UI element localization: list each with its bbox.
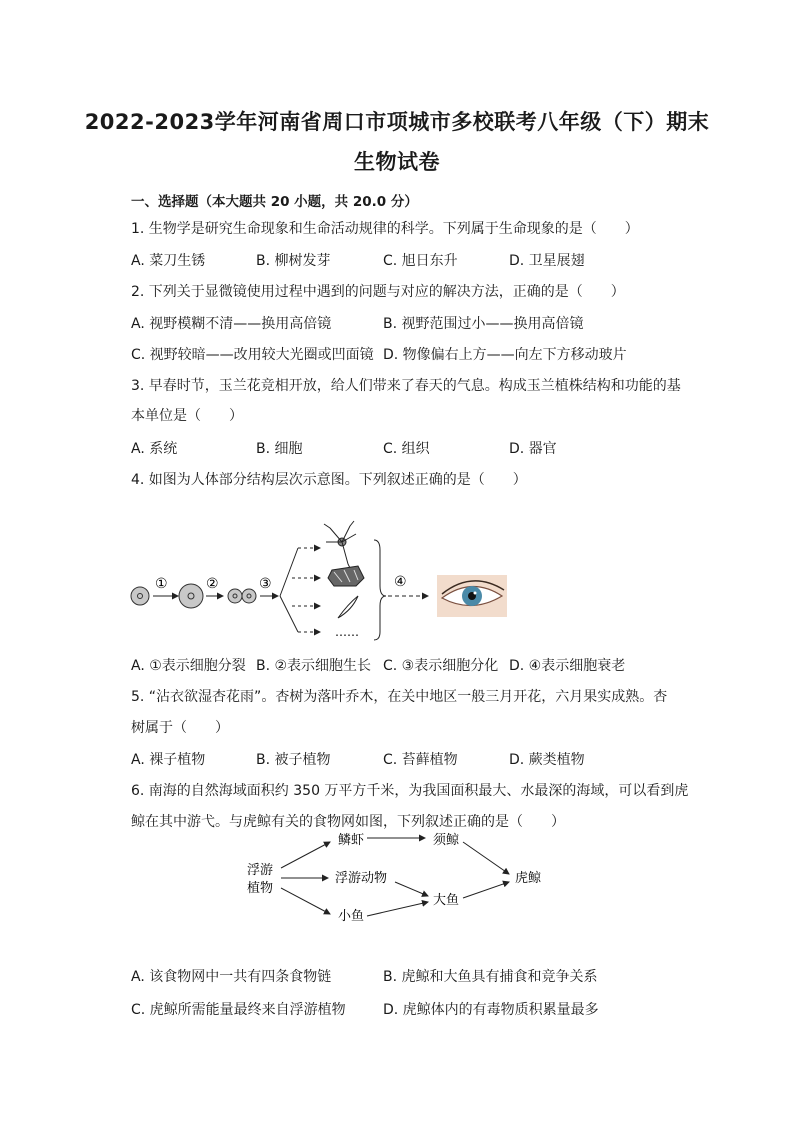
question-6-option-d: D. 虎鲸体内的有毒物质积累量最多 xyxy=(383,1002,599,1018)
food-web-diagram xyxy=(235,826,565,936)
question-4-option-d: D. ④表示细胞衰老 xyxy=(509,658,626,674)
question-4-option-b: B. ②表示细胞生长 xyxy=(256,658,372,674)
question-3-option-a: A. 系统 xyxy=(131,441,178,457)
label-3: ③ xyxy=(259,576,272,592)
label-1: ① xyxy=(155,576,168,592)
branch-bottom xyxy=(280,596,298,632)
question-3-stem-line2: 本单位是（ ） xyxy=(131,408,243,424)
question-6-option-a: A. 该食物网中一共有四条食物链 xyxy=(131,969,332,985)
question-4-stem: 4. 如图为人体部分结构层次示意图。下列叙述正确的是（ ） xyxy=(131,472,527,488)
question-5-stem-line1: 5. “沾衣欲湿杏花雨”。杏树为落叶乔木，在关中地区一般三月开花，六月果实成熟。杏 xyxy=(131,689,668,705)
question-1-option-d: D. 卫星展翅 xyxy=(509,253,585,269)
branch-top xyxy=(280,548,298,596)
label-4: ④ xyxy=(394,574,407,590)
question-3-option-b: B. 细胞 xyxy=(256,441,303,457)
question-2-option-c: C. 视野较暗——改用较大光圈或凹面镜 xyxy=(131,347,374,363)
question-5-option-a: A. 裸子植物 xyxy=(131,752,206,768)
question-2-stem: 2. 下列关于显微镜使用过程中遇到的问题与对应的解决方法，正确的是（ ） xyxy=(131,284,625,300)
question-6-option-c: C. 虎鲸所需能量最终来自浮游植物 xyxy=(131,1002,346,1018)
question-1-option-c: C. 旭日东升 xyxy=(383,253,458,269)
node-baleen-whale: 须鲸 xyxy=(433,833,460,848)
question-6-stem-line2: 鲸在其中游弋。与虎鲸有关的食物网如图，下列叙述正确的是（ ） xyxy=(131,814,565,830)
exam-title-line2: 生物试卷 xyxy=(354,150,440,174)
question-5-stem-line2: 树属于（ ） xyxy=(131,720,229,736)
question-6-stem-line1: 6. 南海的自然海域面积约 350 万平方千米，为我国面积最大、水最深的海域，可以看到虎 xyxy=(131,783,689,799)
question-4-option-c: C. ③表示细胞分化 xyxy=(383,658,499,674)
node-zooplankton: 浮游动物 xyxy=(335,871,388,886)
node-krill: 鳞虾 xyxy=(338,833,365,848)
question-3-option-d: D. 器官 xyxy=(509,441,557,457)
grown-cell-icon xyxy=(179,584,203,608)
section-heading: 一、选择题（本大题共 20 小题，共 20.0 分） xyxy=(131,194,418,210)
question-5-option-c: C. 苔藓植物 xyxy=(383,752,458,768)
muscle-cell-icon xyxy=(338,596,358,618)
tissue-icon xyxy=(328,566,364,586)
more-cells-ellipsis: …… xyxy=(335,625,359,639)
question-1-stem: 1. 生物学是研究生命现象和生命活动规律的科学。下列属于生命现象的是（ ） xyxy=(131,221,639,237)
question-2-option-d: D. 物像偏右上方——向左下方移动玻片 xyxy=(383,347,627,363)
question-2-option-b: B. 视野范围过小——换用高倍镜 xyxy=(383,316,584,332)
label-2: ② xyxy=(206,576,219,592)
question-1-option-a: A. 菜刀生锈 xyxy=(131,253,206,269)
question-3-option-c: C. 组织 xyxy=(383,441,430,457)
node-producer-line2: 植物 xyxy=(247,881,274,896)
divided-cells-icon xyxy=(228,589,256,603)
exam-title-line1: 2022-2023学年河南省周口市项城市多校联考八年级（下）期末 xyxy=(84,110,710,134)
question-5-option-b: B. 被子植物 xyxy=(256,752,331,768)
single-cell-icon xyxy=(131,587,149,605)
node-big-fish: 大鱼 xyxy=(433,893,460,908)
question-5-option-d: D. 蕨类植物 xyxy=(509,752,585,768)
node-orca: 虎鲸 xyxy=(515,871,542,886)
cell-hierarchy-diagram xyxy=(120,520,520,645)
question-4-option-a: A. ①表示细胞分裂 xyxy=(131,658,246,674)
node-producer-line1: 浮游 xyxy=(247,863,274,878)
eye-icon xyxy=(437,575,507,617)
question-3-stem-line1: 3. 早春时节，玉兰花竞相开放，给人们带来了春天的气息。构成玉兰植株结构和功能的基 xyxy=(131,378,681,394)
node-small-fish: 小鱼 xyxy=(338,909,365,924)
question-1-option-b: B. 柳树发芽 xyxy=(256,253,331,269)
question-6-option-b: B. 虎鲸和大鱼具有捕食和竞争关系 xyxy=(383,969,598,985)
brace xyxy=(374,540,386,640)
question-2-option-a: A. 视野模糊不清——换用高倍镜 xyxy=(131,316,332,332)
